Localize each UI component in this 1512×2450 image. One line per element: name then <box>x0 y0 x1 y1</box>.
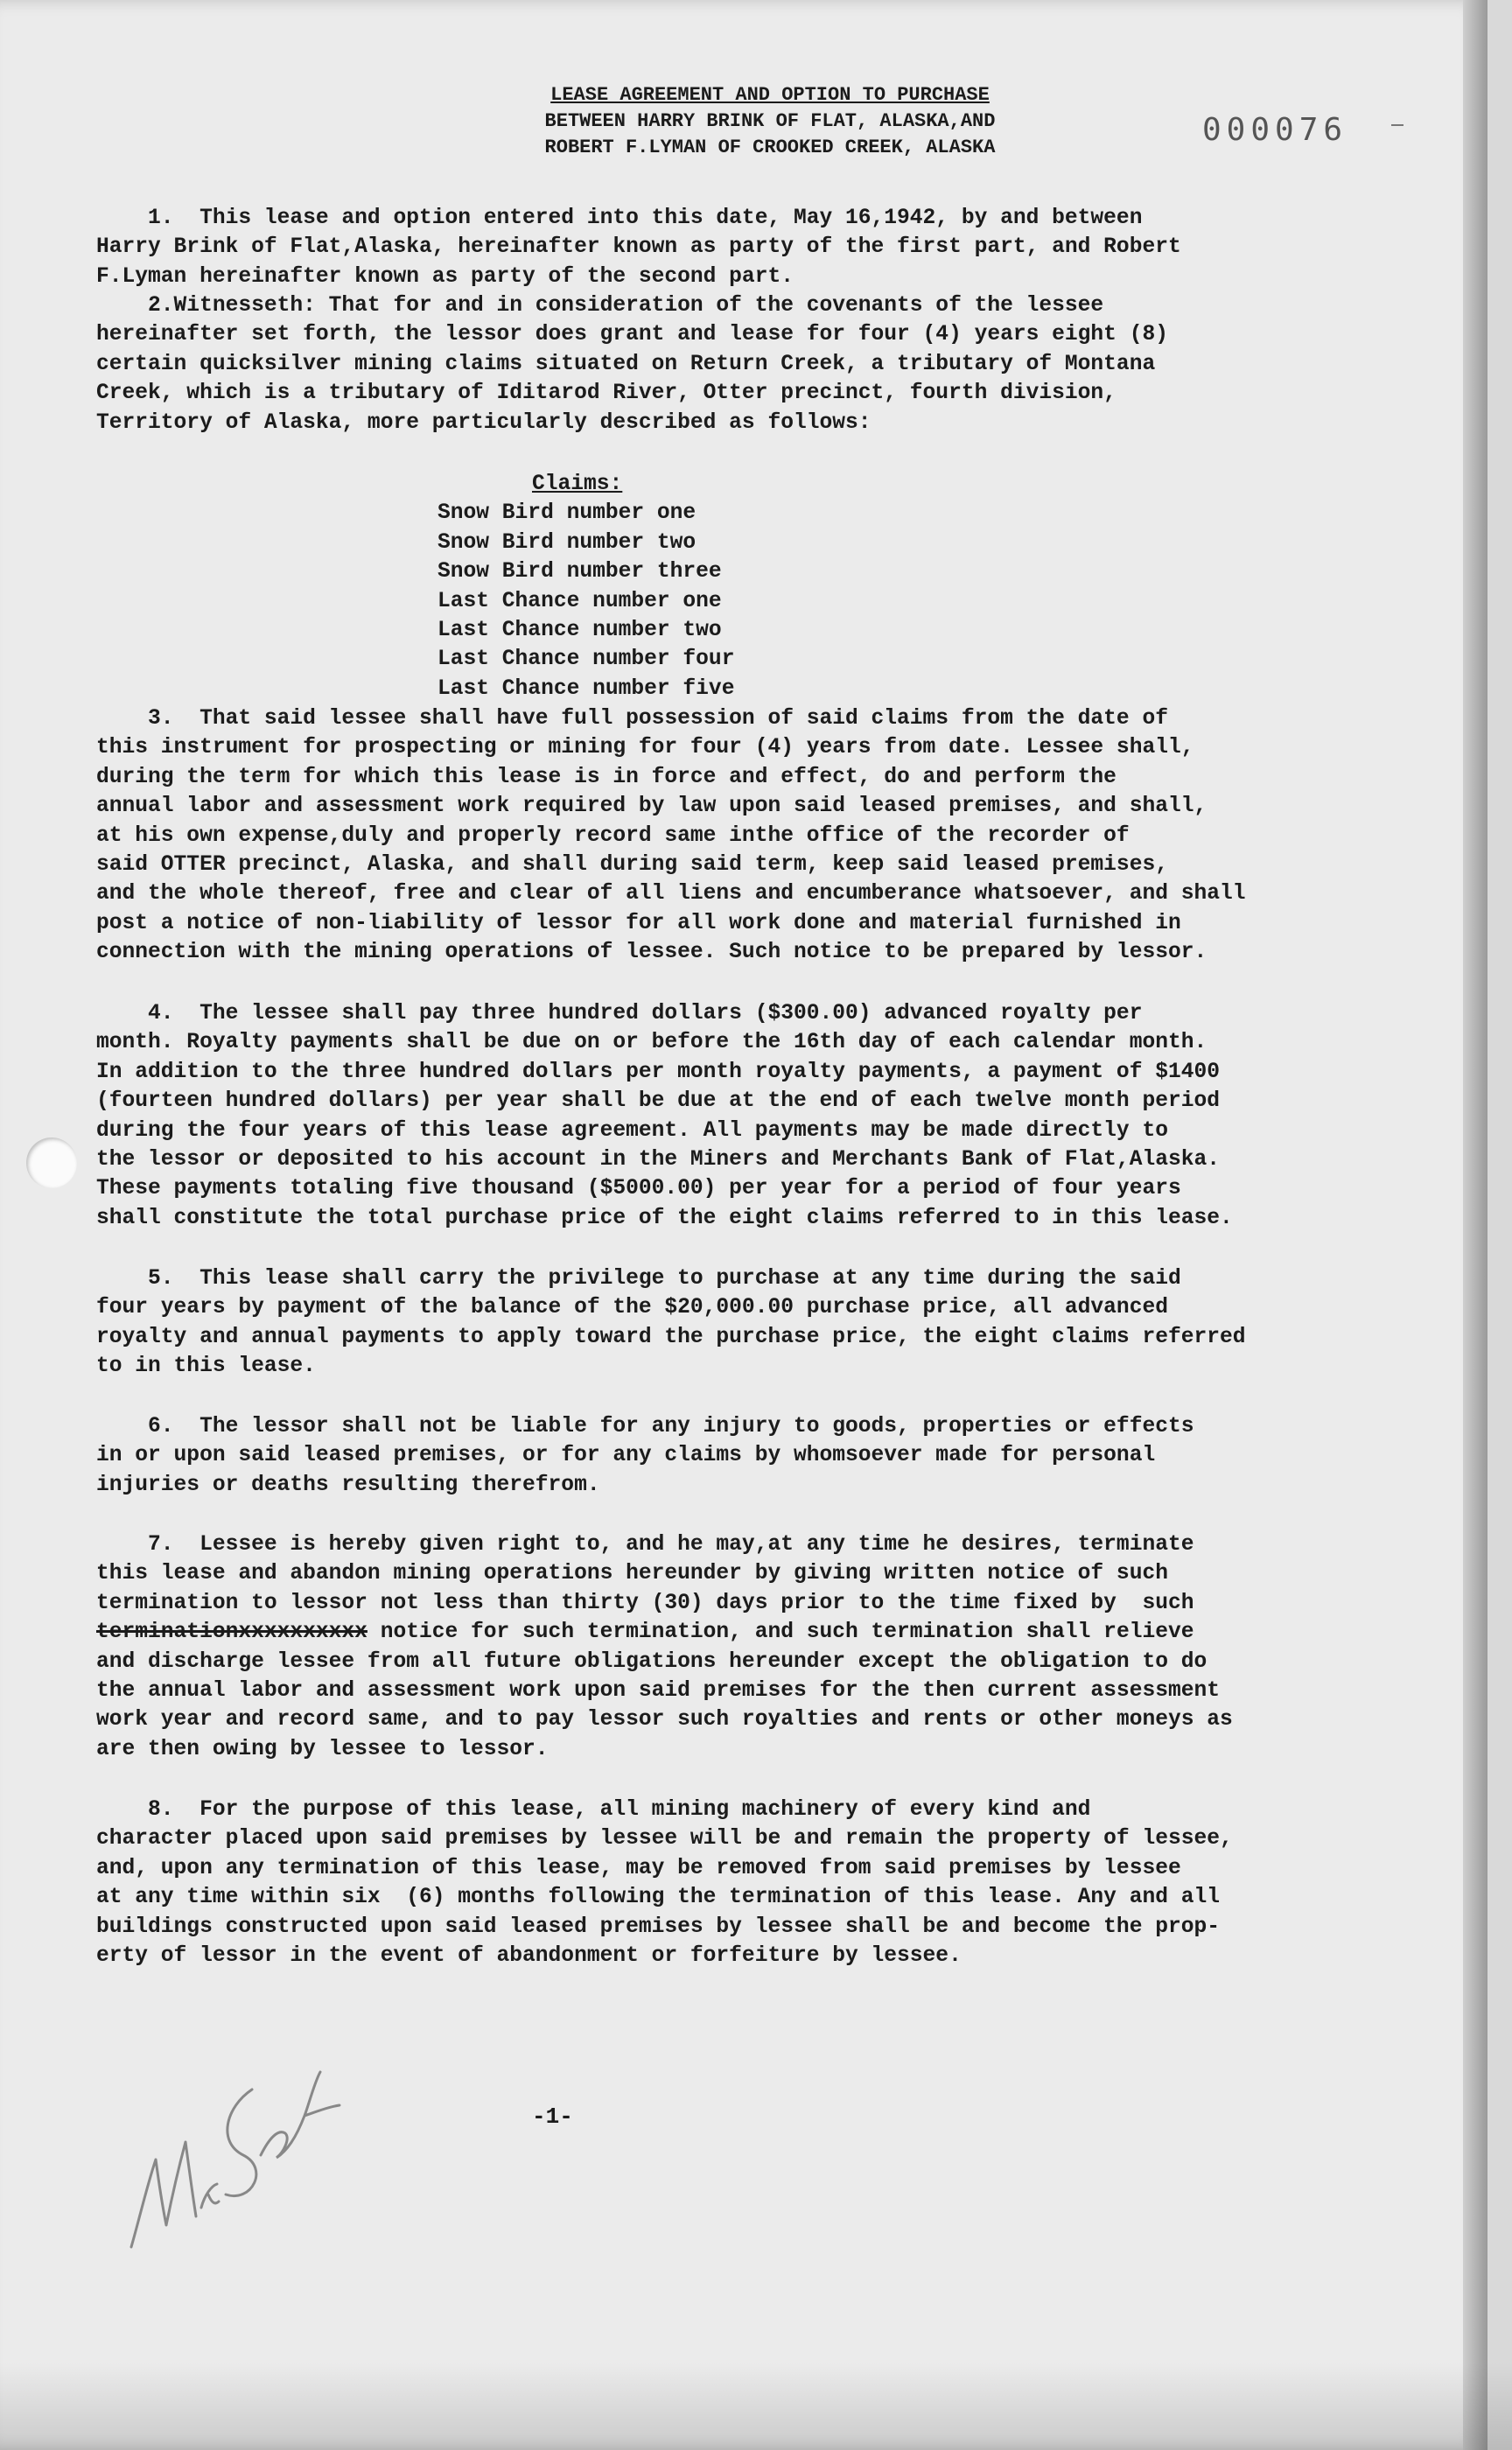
paragraph-4: 4. The lessee shall pay three hundred dollars ($300.00) advanced royalty per month. Royalty payments shall be due on or before the 16th day of each calendar month. In addition to the three hundred dollars per month royalty payments, a payment of $1400 (fourteen hundred dollars) per year shall be due at the end of each twelve month period during the four years of this lease agreement. All payments may be made directly to the lessor or deposited to his account in the Miners and Merchants Bank of Flat,Alaska. These payments totaling five thousand ($5000.00) per year for a period of four years shall constitute the total purchase price of the eight claims referred to in this lease. <box>96 1002 1233 1230</box>
claims-list <box>438 470 734 704</box>
paragraph-2: 2.Witnesseth: That for and in consideration of the covenants of the lessee hereinafter set forth, the lessor does grant and lease for four (4) years eight (8) certain quicksilver mining claims situated on Return Creek, a tributary of Montana Creek, which is a tributary of Iditarod River, Otter precinct, fourth division, Territory of Alaska, more particularly described as follows: <box>96 294 1168 435</box>
scan-bottom-shadow <box>0 2362 1512 2450</box>
paragraph-7 <box>96 1530 1233 1764</box>
title-line-3: ROBERT F.LYMAN OF CROOKED CREEK, ALASKA <box>544 136 996 158</box>
paragraph-5: 5. This lease shall carry the privilege to purchase at any time during the said four years by payment of the balance of the $20,000.00 purchase price, all advanced royalty and annual payments to apply toward the purchase price, the eight claims referred to in this lease. <box>96 1267 1246 1379</box>
page-number: -1- <box>532 2104 573 2130</box>
claim-item: Snow Bird number two <box>438 530 696 555</box>
paragraph-6: 6. The lessor shall not be liable for any injury to goods, properties or effects in or upon said leased premises, or for any claims by whomsoever made for personal injuries or deaths resulting therefrom. <box>96 1415 1194 1497</box>
paragraph-3: 3. That said lessee shall have full possession of said claims from the date of this instrument for prospecting or mining for four (4) years from date. Lessee shall, during the term for which this lease is in force and effect, do and perform the annual labor and assessment work required by law upon said leased premises, and shall, at his own expense,duly and properly record same inthe office of the recorder of said OTTER precinct, Alaska, and shall during said term, keep said leased premises, and the whole thereof, free and clear of all liens and encumberance whatsoever, and shall post a notice of non-liability of lessor for all work done and material furnished in connection with the mining operations of lessee. Such notice to be prepared by lessor. <box>96 707 1246 965</box>
stamp-dash-mark <box>1391 124 1404 126</box>
claim-item: Last Chance number two <box>438 619 722 643</box>
claim-item: Last Chance number four <box>438 648 735 672</box>
title-line-1: LEASE AGREEMENT AND OPTION TO PURCHASE <box>550 84 990 106</box>
claim-item: Last Chance number five <box>438 676 735 701</box>
handwritten-signature <box>121 2054 383 2264</box>
claim-item: Last Chance number one <box>438 589 722 613</box>
document-title <box>446 82 1094 161</box>
struck-out-text: terminationxxxxxxxxxx <box>96 1620 368 1645</box>
title-line-2: BETWEEN HARRY BRINK OF FLAT, ALASKA,AND <box>544 110 996 132</box>
paragraph-7-text-end: notice for such termination, and such termination shall relieve and discharge lessee from all future obligations hereunder except the obligation to do the annual labor and assessment work upon said premises for the then current assessment work year and record same, and to pay lessor such royalties and rents or other moneys as are then owing by lessee to lessor. <box>96 1620 1233 1761</box>
page-edge-shadow <box>1463 0 1488 2450</box>
paragraph-8: 8. For the purpose of this lease, all mining machinery of every kind and character placed upon said premises by lessee will be and remain the property of lessee, and, upon any termination of this lease, may be removed from said premises by lessee at any time within six (6) months following the termination of this lease. Any and all buildings constructed upon said leased premises by lessee shall be and become the prop- erty of lessor in the event of abandonment or forfeiture by lessee. <box>96 1798 1233 1969</box>
claim-item: Snow Bird number three <box>438 560 722 584</box>
paragraph-1: 1. This lease and option entered into this date, May 16,1942, by and between Harry Brink of Flat,Alaska, hereinafter known as party of the first part, and Robert F.Lyman hereinafter known as party of the second part. <box>96 206 1181 289</box>
paragraph-7-text-start: 7. Lessee is hereby given right to, and he may,at any time he desires, terminate this lease and abandon mining operations hereunder by giving written notice of such termination to lessor not less than thirty (30) days prior to the time fixed by such <box>96 1533 1194 1615</box>
document-number-stamp: 000076 <box>1202 112 1348 148</box>
punch-hole <box>26 1138 77 1188</box>
claim-item: Snow Bird number one <box>438 501 696 526</box>
claims-heading: Claims: <box>532 472 623 496</box>
